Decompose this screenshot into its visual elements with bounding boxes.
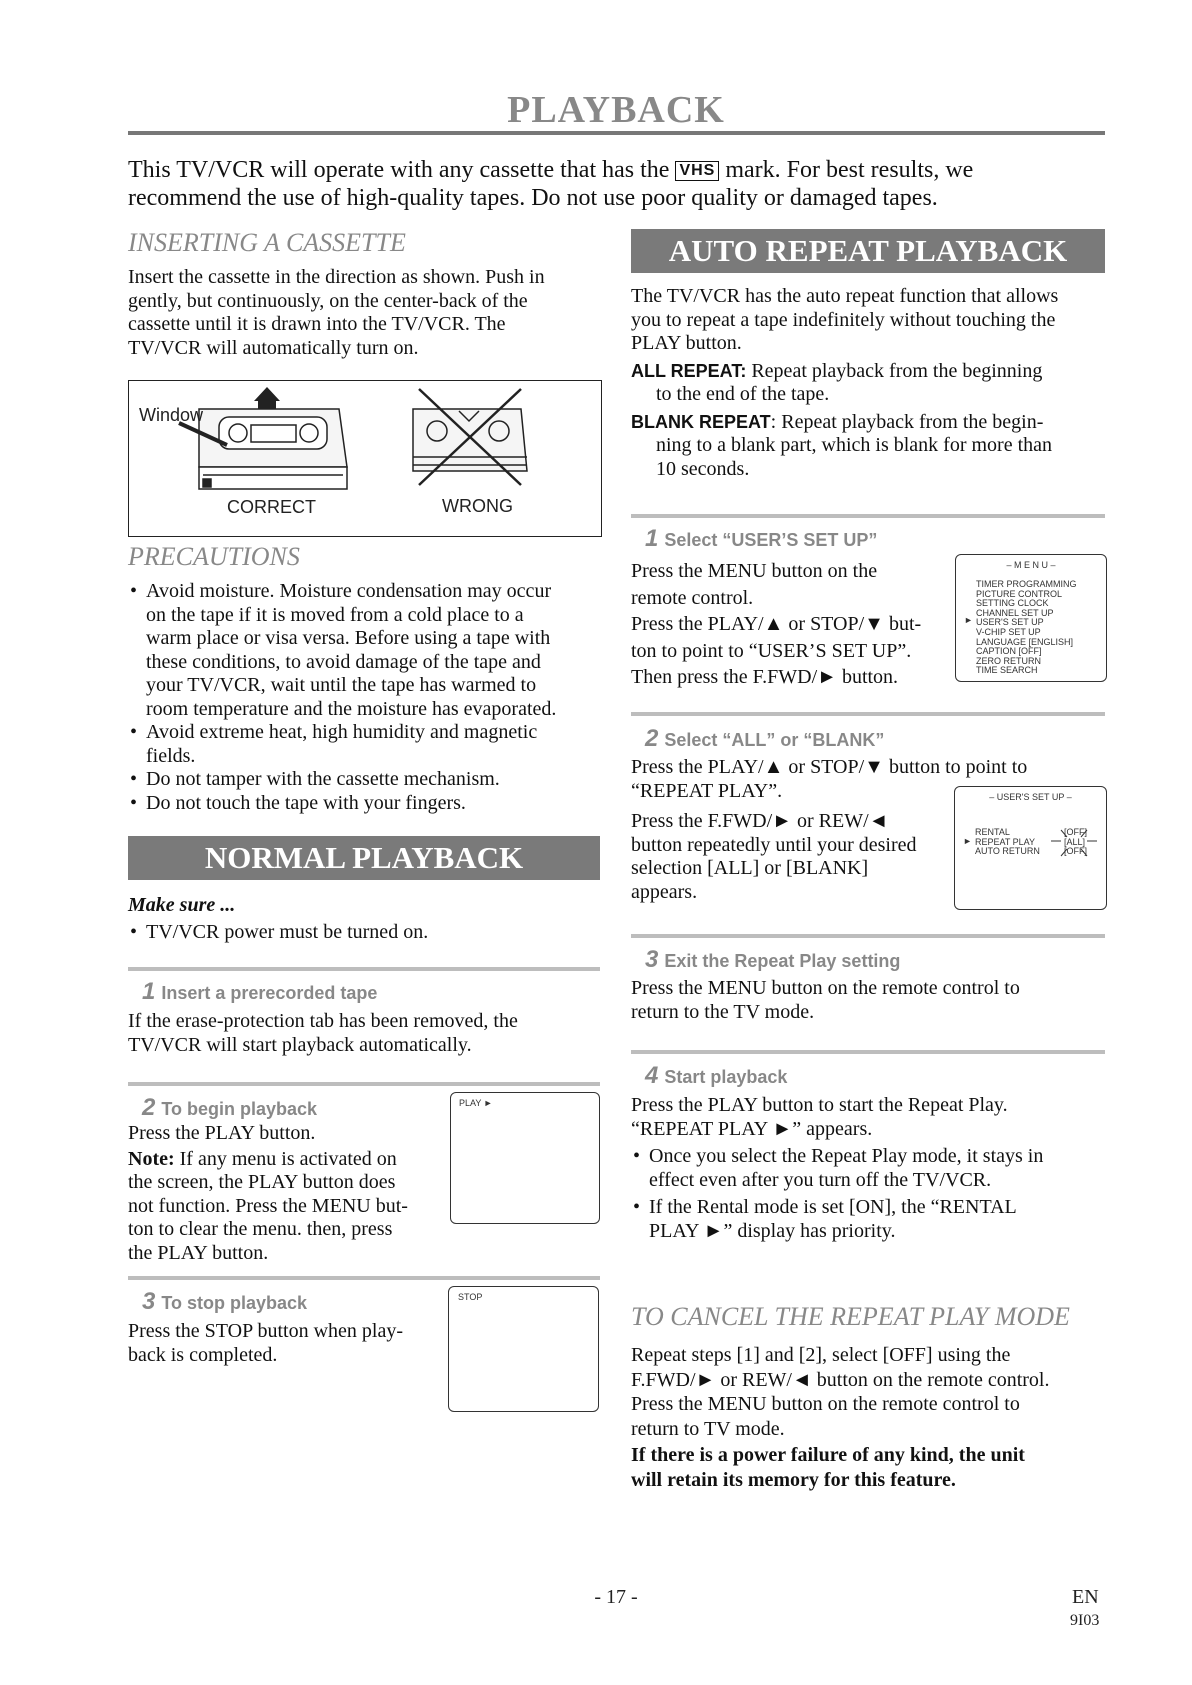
auto-step-1-text: Press the MENU button on the remote control. Press the PLAY/▲ or STOP/▼ but- ton to point to “USER’S SET UP”. Then press the F.FWD/► button. xyxy=(631,560,922,688)
play-screen-text: PLAY ► xyxy=(459,1098,493,1108)
make-sure-list xyxy=(128,921,598,945)
page-number: - 17 - xyxy=(594,1586,638,1608)
auto-step-3-heading: 3 Exit the Repeat Play setting xyxy=(645,946,901,973)
document-code: 9I03 xyxy=(1070,1612,1100,1629)
normal-step-1-text: If the erase-protection tab has been removed, the TV/VCR will start playback automatically. xyxy=(128,1010,518,1056)
stop-screen-text: STOP xyxy=(458,1292,483,1302)
step-divider xyxy=(631,1050,1105,1054)
menu-screen xyxy=(955,554,1107,682)
toggle-arrows-icon xyxy=(1049,827,1099,861)
step-divider xyxy=(631,712,1105,716)
language-code: EN xyxy=(1072,1586,1099,1608)
menu-list xyxy=(976,580,1077,676)
normal-playback-banner: NORMAL PLAYBACK xyxy=(128,836,600,880)
blank-repeat-desc: BLANK REPEAT: Repeat playback from the begin- xyxy=(631,410,1044,433)
auto-step-4-text: Press the PLAY button to start the Repeat Play. “REPEAT PLAY ►” appears. • Once you select the Repeat Play mode, it stays in effect even after you turn off the TV/VCR. • If the Rental mode is set [ON], the “RENTAL PLAY ►” display has priority. xyxy=(631,1094,1111,1243)
menu-item: ZERO RETURN xyxy=(976,655,1041,666)
normal-step-3-text: Press the STOP button when play- back is completed. xyxy=(128,1320,403,1366)
precautions-list xyxy=(128,580,618,815)
precaution-item: • Do not touch the tape with your fingers. xyxy=(128,792,618,816)
make-sure-item: • TV/VCR power must be turned on. xyxy=(128,921,598,945)
normal-step-1-heading: 1 Insert a prerecorded tape xyxy=(142,978,378,1005)
play-screen xyxy=(450,1092,600,1224)
inserting-text: Insert the cassette in the direction as shown. Push in gently, but continuously, on the center-back of the cassette until it is drawn into the TV/VCR. The TV/VCR will automatically turn on. xyxy=(128,266,545,359)
cassette-diagram xyxy=(128,380,602,537)
intro-line-1: This TV/VCR will operate with any cassette that has the VHS mark. For best results, we xyxy=(128,157,974,183)
normal-step-2-text: Press the PLAY button. Note: If any menu is activated on the screen, the PLAY button does not function. Press the MENU but- ton to clear the menu. then, press the PLAY button. xyxy=(128,1122,408,1264)
correct-cassette-icon xyxy=(199,409,347,489)
title-rule xyxy=(128,131,1105,135)
correct-label: CORRECT xyxy=(227,497,316,517)
setup-list xyxy=(975,828,1040,857)
setup-item: AUTO RETURN xyxy=(975,846,1040,857)
all-repeat-desc: ALL REPEAT: Repeat playback from the beginning xyxy=(631,359,1043,382)
auto-step-3-text: Press the MENU button on the remote control to return to the TV mode. xyxy=(631,977,1020,1023)
menu-item: SETTING CLOCK xyxy=(976,598,1049,609)
auto-repeat-intro: The TV/VCR has the auto repeat function that allows you to repeat a tape indefinitely without touching the PLAY button. ALL REPEAT: Repeat playback from the beginning to the end of the tape. BLANK REPEAT: Repeat playback from the begin- ning to a blank part, which is blank for more than 10 seconds. xyxy=(631,285,1111,481)
window-label: Window xyxy=(139,405,204,425)
menu-item: CAPTION [OFF] xyxy=(976,646,1042,657)
normal-step-3-heading: 3 To stop playback xyxy=(142,1288,308,1315)
insert-arrow-icon xyxy=(254,387,280,401)
users-setup-screen xyxy=(954,786,1107,910)
step-divider xyxy=(631,934,1105,938)
menu-item: PICTURE CONTROL xyxy=(976,588,1063,599)
step-divider xyxy=(128,1276,600,1280)
auto-repeat-banner: AUTO REPEAT PLAYBACK xyxy=(631,229,1105,273)
step-divider xyxy=(631,514,1105,518)
step-divider xyxy=(128,967,600,971)
menu-item: LANGUAGE [ENGLISH] xyxy=(976,636,1074,647)
setup-cursor: ► xyxy=(963,836,972,846)
cancel-heading: TO CANCEL THE REPEAT PLAY MODE xyxy=(631,1302,1070,1331)
menu-item: USER'S SET UP xyxy=(976,617,1044,628)
menu-item: V-CHIP SET UP xyxy=(976,626,1041,637)
users-setup-title: – USER'S SET UP – xyxy=(989,792,1072,802)
wrong-cassette-icon xyxy=(413,409,527,471)
auto-step-4-list xyxy=(631,1145,1111,1243)
setup-value: [ALL] xyxy=(1064,836,1086,847)
inserting-heading: INSERTING A CASSETTE xyxy=(128,228,406,257)
precautions-heading: PRECAUTIONS xyxy=(128,542,300,571)
auto-step-4-heading: 4 Start playback xyxy=(645,1062,788,1089)
auto-step-1-heading: 1 Select “USER’S SET UP” xyxy=(645,525,878,552)
intro-paragraph xyxy=(128,156,1118,212)
precaution-item: • Avoid extreme heat, high humidity and magnetic fields. xyxy=(128,721,618,768)
setup-item: REPEAT PLAY xyxy=(975,836,1036,847)
menu-screen-title: – M E N U – xyxy=(1006,560,1056,570)
cancel-text: Repeat steps [1] and [2], select [OFF] using the F.FWD/► or REW/◄ button on the remote control. Press the MENU button on the remote control to return to TV mode. If there is a power failure of any kind, the unit will retain its memory for this feature. xyxy=(631,1343,1111,1492)
setup-item: RENTAL xyxy=(975,827,1010,837)
wrong-label: WRONG xyxy=(442,496,513,516)
intro-line-2: recommend the use of high-quality tapes. Do not use poor quality or damaged tapes. xyxy=(128,185,938,211)
power-failure-note: If there is a power failure of any kind, the unit xyxy=(631,1444,1025,1466)
menu-item: CHANNEL SET UP xyxy=(976,607,1054,618)
precaution-item: • Avoid moisture. Moisture condensation may occur on the tape if it is moved from a cold place to a warm place or visa versa. Before using a tape with these conditions, to avoid damage of the tape and your TV/VCR, wait until the tape has warmed to room temperature and the moisture has evaporated. xyxy=(128,580,618,721)
auto-step-4-item: • If the Rental mode is set [ON], the “RENTAL PLAY ►” display has priority. xyxy=(631,1196,1111,1243)
step-divider xyxy=(128,1082,600,1086)
auto-step-2-heading: 2 Select “ALL” or “BLANK” xyxy=(645,725,885,752)
auto-step-2-text-top: Press the PLAY/▲ or STOP/▼ button to point to “REPEAT PLAY”. xyxy=(631,756,1028,802)
vhs-logo: VHS xyxy=(675,161,719,181)
menu-item: TIME SEARCH xyxy=(976,665,1038,676)
make-sure-label: Make sure ... xyxy=(128,894,236,916)
page-title: PLAYBACK xyxy=(507,89,725,131)
normal-step-2-heading: 2 To begin playback xyxy=(142,1094,318,1121)
stop-screen xyxy=(448,1286,599,1412)
setup-value: [OFF] xyxy=(1064,846,1087,857)
setup-value: [OFF] xyxy=(1064,827,1087,837)
menu-item: TIMER PROGRAMMING xyxy=(976,579,1077,589)
menu-cursor: ► xyxy=(964,615,973,625)
precaution-item: • Do not tamper with the cassette mechanism. xyxy=(128,768,618,792)
auto-step-2-text: Press the F.FWD/► or REW/◄ button repeatedly until your desired selection [ALL] or [BLANK] appears. xyxy=(631,810,917,903)
auto-step-4-item: • Once you select the Repeat Play mode, it stays in effect even after you turn off the TV/VCR. xyxy=(631,1145,1111,1192)
